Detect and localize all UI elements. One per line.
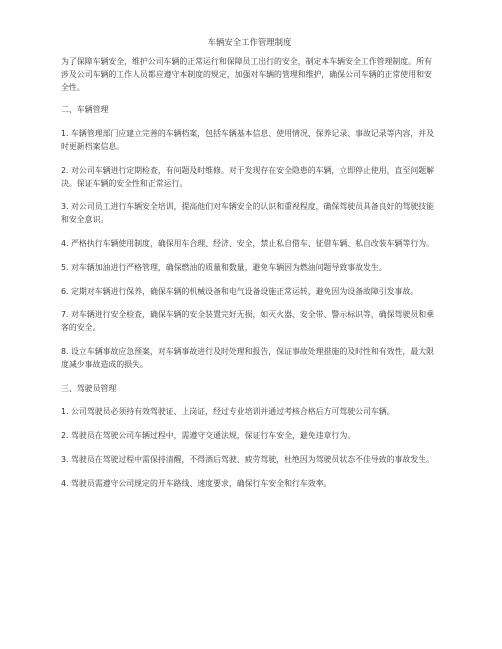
document-title: 车辆安全工作管理制度 — [207, 37, 292, 47]
vehicle-item-3: 3. 对公司员工进行车辆安全培训，提高他们对车辆安全的认识和重视程度，确保驾驶员具备良好的驾驶技能和安全意识。 — [61, 202, 435, 225]
section-heading-vehicle-management: 二、车辆管理 — [61, 105, 109, 115]
section-heading-driver-management: 三、驾驶员管理 — [61, 383, 117, 393]
driver-item-3: 3. 驾驶员在驾驶过程中需保持清醒，不得酒后驾驶、疲劳驾驶，杜绝因为驾驶员状态不佳导致的事故发生。 — [61, 454, 435, 464]
vehicle-item-8: 8. 设立车辆事故应急预案，对车辆事故进行及时处理和报告，保证事故处理措施的及时性和有效性，最大限度减少事故造成的损失。 — [61, 346, 435, 369]
vehicle-item-7: 7. 对车辆进行安全检查，确保车辆的安全装置完好无损，如灭火器、安全带、警示标识等，确保驾驶员和乘客的安全。 — [61, 310, 435, 333]
driver-item-4: 4. 驾驶员需遵守公司规定的开车路线、速度要求，确保行车安全和行车效率。 — [61, 478, 332, 488]
driver-item-1: 1. 公司驾驶员必须持有效驾驶证、上岗证，经过专业培训并通过考核合格后方可驾驶公司车辆。 — [61, 407, 395, 417]
vehicle-item-2: 2. 对公司车辆进行定期检查，有问题及时维修。对于发现存在安全隐患的车辆，立即停止使用，直至问题解决。保证车辆的安全性和正常运行。 — [61, 165, 435, 188]
vehicle-item-4: 4. 严格执行车辆使用制度，确保用车合理、经济、安全，禁止私自借车、征借车辆、私自改装车辆等行为。 — [61, 238, 435, 248]
driver-item-2: 2. 驾驶员在驾驶公司车辆过程中，需遵守交通法规，保证行车安全，避免违章行为。 — [61, 431, 356, 441]
intro-paragraph: 为了保障车辆安全，维护公司车辆的正常运行和保障员工出行的安全，制定本车辆安全工作管理制度。所有涉及公司车辆的工作人员都应遵守本制度的规定，加强对车辆的管理和维护，确保公司车辆的正常使用和安全性。 — [61, 57, 432, 92]
vehicle-item-1: 1. 车辆管理部门应建立完善的车辆档案，包括车辆基本信息、使用情况、保养记录、事故记录等内容，并及时更新档案信息。 — [61, 129, 435, 151]
vehicle-item-5: 5. 对车辆加油进行严格管理，确保燃油的质量和数量，避免车辆因为燃油问题导致事故发生。 — [61, 262, 387, 272]
vehicle-item-6: 6. 定期对车辆进行保养，确保车辆的机械设备和电气设备设施正常运转，避免因为设备故障引发事故。 — [61, 286, 419, 296]
